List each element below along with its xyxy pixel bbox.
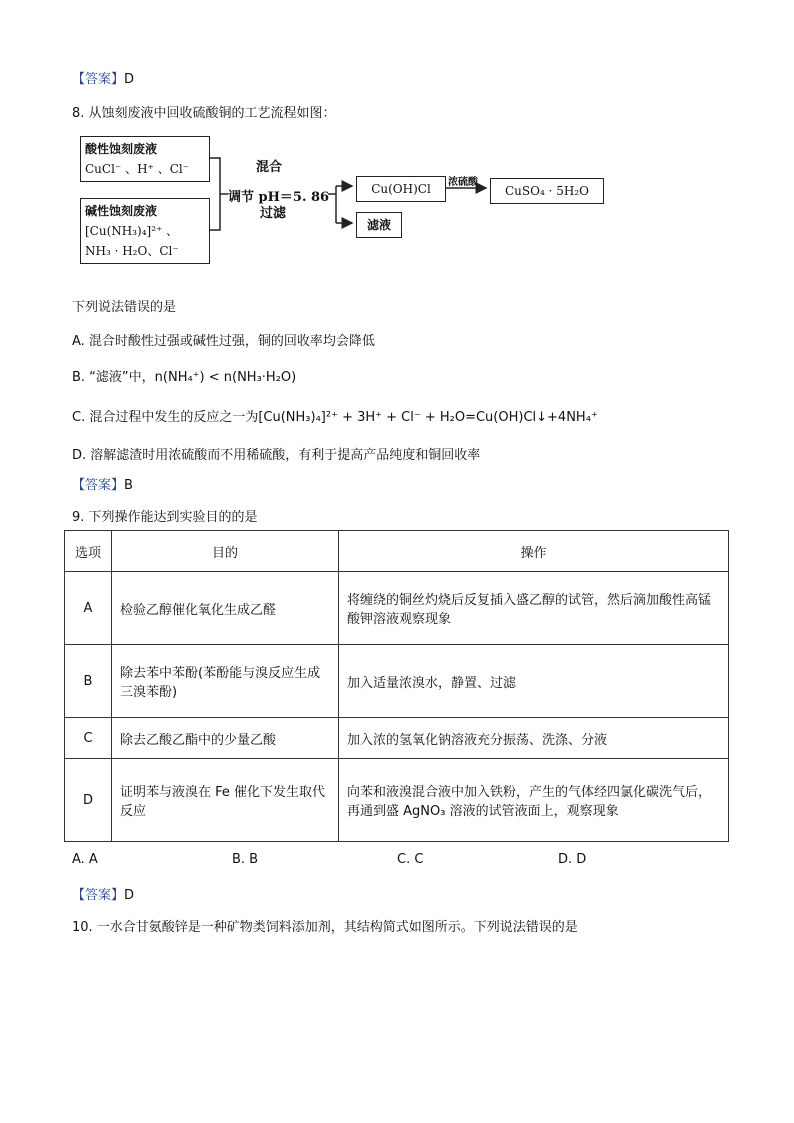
acid-waste-box (80, 136, 210, 182)
answer-value: D (124, 72, 135, 87)
header-operation: 操作 (339, 531, 729, 572)
base-waste-ions-1: [Cu(NH₃)₄]²⁺ 、 (85, 224, 179, 238)
base-waste-title: 碱性蚀刻废液 (85, 204, 158, 218)
product-box: CuSO₄ · 5H₂O (490, 178, 604, 204)
filter-label: 过滤 (260, 206, 287, 221)
base-waste-ions-2: NH₃ · H₂O、Cl⁻ (85, 244, 179, 258)
row-goal: 除去乙酸乙酯中的少量乙酸 (112, 718, 339, 759)
answer-value: B (124, 478, 133, 493)
q10-stem: 10. 一水合甘氨酸锌是一种矿物类饲料添加剂，其结构简式如图所示。下列说法错误的是 (72, 920, 578, 935)
q9-stem: 9. 下列操作能达到实验目的的是 (72, 510, 258, 525)
q8-option-d: D. 溶解滤渣时用浓硫酸而不用稀硫酸，有利于提高产品纯度和铜回收率 (72, 448, 481, 463)
base-waste-box (80, 198, 210, 264)
q8-flow-diagram (80, 130, 620, 280)
acid-waste-ions: CuCl⁻ 、H⁺ 、Cl⁻ (85, 162, 190, 176)
q8-prompt: 下列说法错误的是 (72, 300, 177, 315)
acid-waste-title: 酸性蚀刻废液 (85, 142, 158, 156)
q8-option-b: B. “滤液”中，n(NH₄⁺) < n(NH₃·H₂O) (72, 370, 297, 385)
row-goal: 检验乙醇催化氧化生成乙醛 (112, 572, 339, 645)
row-operation: 加入浓的氢氧化钠溶液充分振荡、洗涤、分液 (339, 718, 729, 759)
choice-a: A. A (72, 852, 98, 867)
row-option: C (65, 718, 112, 759)
mix-label: 混合 (256, 160, 283, 175)
row-goal: 除去苯中苯酚(苯酚能与溴反应生成三溴苯酚) (112, 645, 339, 718)
header-goal: 目的 (112, 531, 339, 572)
row-option: A (65, 572, 112, 645)
q9-options-table (64, 530, 729, 842)
table-row (65, 645, 729, 718)
answer-tag: 【答案】 (72, 72, 125, 87)
q9-choices (72, 852, 672, 872)
q8-stem: 8. 从蚀刻废液中回收硫酸铜的工艺流程如图： (72, 106, 336, 121)
table-row (65, 572, 729, 645)
answer-tag: 【答案】 (72, 478, 125, 493)
choice-d: D. D (558, 852, 587, 867)
answer-value: D (124, 888, 135, 903)
row-operation: 将缠绕的铜丝灼烧后反复插入盛乙醇的试管，然后滴加酸性高锰酸钾溶液观察现象 (339, 572, 729, 645)
solid-box: Cu(OH)Cl (356, 176, 446, 202)
row-goal: 证明苯与液溴在 Fe 催化下发生取代反应 (112, 759, 339, 842)
row-option: B (65, 645, 112, 718)
choice-c: C. C (397, 852, 424, 867)
table-row (65, 759, 729, 842)
row-option: D (65, 759, 112, 842)
answer-tag: 【答案】 (72, 888, 125, 903)
table-row (65, 718, 729, 759)
q7-answer (72, 68, 134, 87)
q9-answer (72, 884, 134, 903)
q8-answer (72, 474, 133, 493)
header-option: 选项 (65, 531, 112, 572)
adjust-ph-label: 调节 pH＝5. 86 (228, 190, 330, 205)
q8-option-c: C. 混合过程中发生的反应之一为[Cu(NH₃)₄]²⁺ + 3H⁺ + Cl⁻ + H₂O=Cu(OH)Cl↓+4NH₄⁺ (72, 410, 598, 425)
row-operation: 向苯和液溴混合液中加入铁粉，产生的气体经四氯化碳洗气后，再通到盛 AgNO₃ 溶液的试管液面上，观察现象 (339, 759, 729, 842)
table-header-row (65, 531, 729, 572)
reagent-label: 浓硫酸 (448, 177, 478, 188)
row-operation: 加入适量浓溴水，静置、过滤 (339, 645, 729, 718)
filtrate-box: 滤液 (356, 212, 402, 238)
q8-option-a: A. 混合时酸性过强或碱性过强，铜的回收率均会降低 (72, 334, 375, 349)
choice-b: B. B (232, 852, 259, 867)
